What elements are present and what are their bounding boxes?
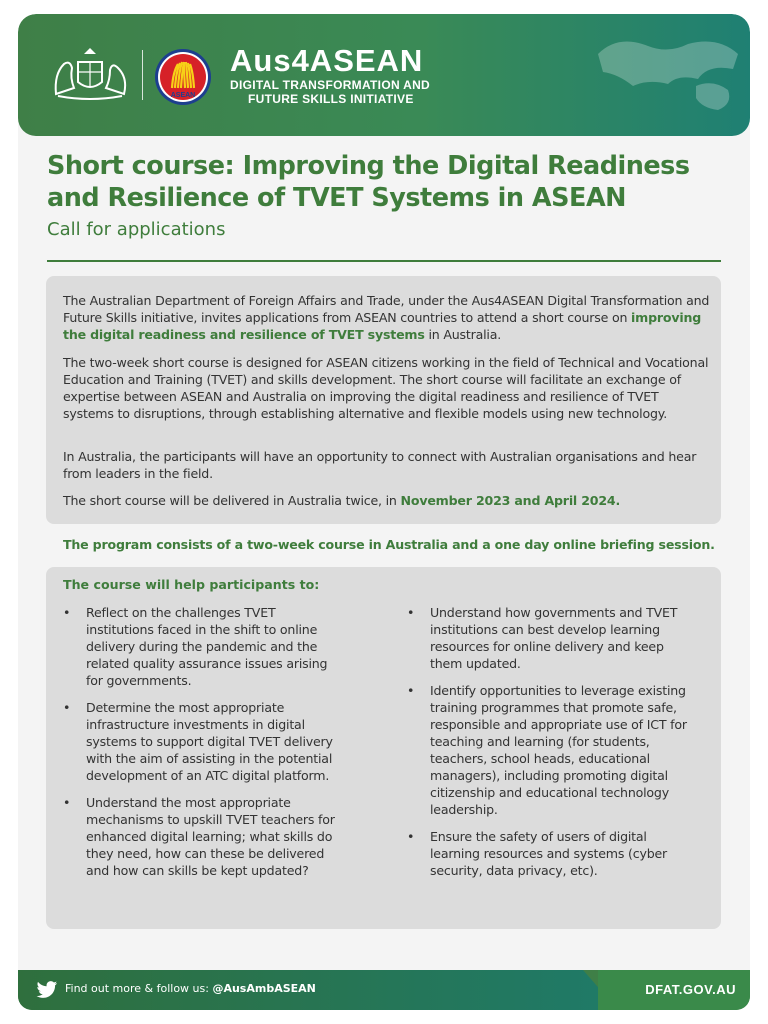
bullet-icon: •: [407, 605, 415, 620]
footer-bar: [18, 970, 750, 1010]
title-divider: [47, 260, 721, 262]
flyer-page: [18, 14, 750, 1010]
bullet-icon: •: [63, 605, 71, 620]
list-item-text: Ensure the safety of users of digital learning resources and systems (cyber security, data privacy, etc).: [430, 829, 668, 878]
list-item: [63, 794, 338, 879]
australian-coat-of-arms-icon: [48, 44, 132, 104]
title-line-1: Short course: Improving the Digital Readiness: [47, 151, 690, 181]
intro-p1-highlight: improving the digital readiness and resilience of TVET systems: [63, 310, 702, 342]
brand-subtitle-line2: FUTURE SKILLS INITIATIVE: [248, 92, 414, 106]
list-item: [63, 699, 338, 784]
bullet-icon: •: [63, 700, 71, 715]
intro-p1-text: The Australian Department of Foreign Affairs and Trade, under the Aus4ASEAN Digital Transformation and Future Skills initiative, invites applications from ASEAN countries to attend a short course on: [63, 293, 710, 325]
brand-name: Aus4ASEAN: [230, 43, 424, 78]
goals-list-left: [63, 604, 338, 889]
bullet-icon: •: [407, 829, 415, 844]
course-goals-title: The course will help participants to:: [63, 577, 320, 592]
list-item: [63, 604, 338, 689]
twitter-handle-link[interactable]: @AusAmbASEAN: [212, 982, 316, 995]
twitter-icon[interactable]: [36, 980, 58, 1000]
header-divider: [142, 50, 143, 100]
page-subtitle: Call for applications: [47, 219, 226, 240]
intro-p4-text: The short course will be delivered in Australia twice, in: [63, 493, 401, 508]
dfat-website-link[interactable]: DFAT.GOV.AU: [645, 982, 736, 997]
asean-logo-text: ASEAN: [170, 92, 196, 99]
brand-subtitle-line1: DIGITAL TRANSFORMATION AND: [230, 78, 431, 92]
intro-paragraph-3: In Australia, the participants will have an opportunity to connect with Australian organisations and hear from leaders in the field.: [63, 449, 697, 481]
intro-paragraph-4: [63, 492, 713, 509]
list-item-text: Determine the most appropriate infrastructure investments in digital systems to support digital TVET delivery with the aim of assisting in the potential development of an ATC digital platform.: [86, 700, 333, 783]
intro-p1-end: in Australia.: [424, 327, 502, 342]
list-item-text: Understand the most appropriate mechanisms to upskill TVET teachers for enhanced digital learning; what skills do they need, how can these be delivered and how can skills be kept updated?: [86, 795, 335, 878]
intro-paragraph-2: The two-week short course is designed for ASEAN citizens working in the field of Technical and Vocational Education and Training (TVET) and skills development. The short course will facilitate an exchange of expertise between ASEAN and Australia on improving the digital readiness and resilience of TVET systems to disruptions, through establishing alternative and flexible models using new technology.: [63, 355, 709, 421]
program-note: The program consists of a two-week course in Australia and a one day online briefing session.: [63, 537, 715, 552]
bullet-icon: •: [407, 683, 415, 698]
list-item-text: Reflect on the challenges TVET institutions faced in the shift to online delivery during the pandemic and the related quality assurance issues arising for governments.: [86, 605, 328, 688]
brand-block: [230, 44, 430, 106]
title-line-2: and Resilience of TVET Systems in ASEAN: [47, 183, 627, 213]
intro-box: [46, 276, 721, 524]
follow-label: Find out more & follow us:: [65, 982, 213, 995]
list-item-text: Understand how governments and TVET institutions can best develop learning resources for online delivery and keep them updated.: [430, 605, 678, 671]
list-item: [407, 682, 697, 818]
asean-logo-icon: [154, 48, 212, 106]
follow-text: [65, 982, 316, 995]
bullet-icon: •: [63, 795, 71, 810]
page-title: [47, 150, 727, 214]
intro-paragraph-1: [63, 292, 713, 343]
goals-list-right: [407, 604, 697, 889]
list-item: [407, 604, 697, 672]
list-item-text: Identify opportunities to leverage existing training programmes that promote safe, responsible and appropriate use of ICT for teaching and learning (for students, teachers, school heads, educational managers), including promoting digital citizenship and educational technology leadership.: [430, 683, 687, 817]
header-banner: [18, 14, 750, 136]
intro-p4-highlight: November 2023 and April 2024.: [400, 493, 621, 508]
list-item: [407, 828, 697, 879]
world-map-icon: [578, 24, 748, 124]
course-goals-box: [46, 567, 721, 929]
